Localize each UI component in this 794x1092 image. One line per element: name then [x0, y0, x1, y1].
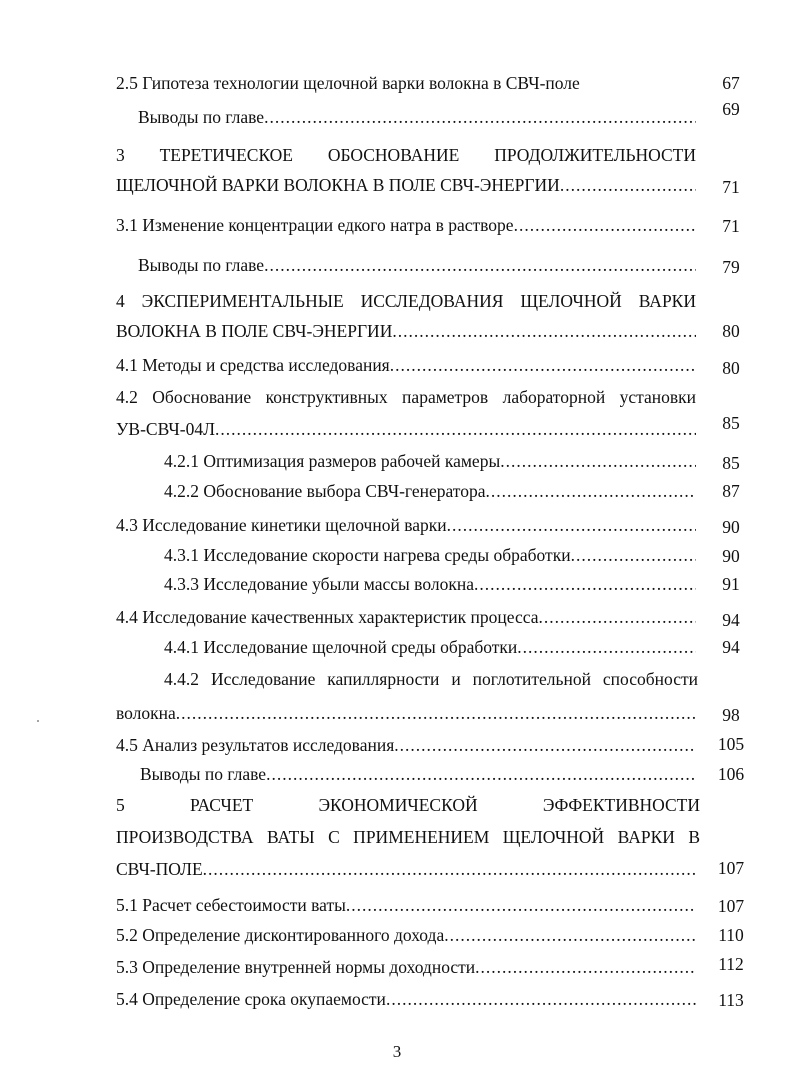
toc-entry-page: 107 [717, 858, 745, 878]
toc-entry-label: Выводы по главе [138, 255, 265, 275]
leader-dots [264, 252, 696, 278]
toc-chapter-3-heading-line2 [116, 172, 696, 198]
leader-dots [447, 512, 696, 538]
toc-entry-4-4-2-line1: 4.4.2 Исследование капиллярности и поглотительной способности [164, 669, 698, 689]
toc-entry-label: 3.1 Изменение концентрации едкого натра в растворе [116, 215, 514, 235]
toc-entry-page: 67 [722, 73, 740, 93]
toc-entry-3-1 [116, 212, 696, 238]
leader-dots [264, 104, 696, 130]
leader-dots [346, 892, 696, 918]
leader-dots [539, 604, 697, 630]
toc-entry-4-3-3 [164, 571, 696, 597]
toc-entry-label: 4.4.1 Исследование щелочной среды обработки [164, 637, 518, 657]
leader-dots [560, 172, 696, 198]
toc-entry-page: 71 [722, 177, 740, 197]
toc-entry-label: 5.3 Определение внутренней нормы доходности [116, 957, 476, 977]
toc-entry-5-2 [116, 922, 696, 948]
toc-entry-label: 4.3.3 Исследование убыли массы волокна [164, 574, 474, 594]
toc-entry-4-2-1 [164, 448, 696, 474]
toc-entry-page: 94 [722, 610, 740, 630]
toc-entry-4-1 [116, 352, 696, 378]
leader-dots [392, 318, 696, 344]
toc-entry-label: 4.2.2 Обоснование выбора СВЧ-генератора [164, 481, 486, 501]
toc-entry-conclusions-4 [140, 761, 696, 787]
toc-entry-page: 90 [722, 546, 740, 566]
leader-dots [390, 352, 696, 378]
toc-entry-5-4 [116, 986, 696, 1012]
toc-entry-page: 112 [718, 954, 744, 974]
toc-entry-page: 110 [718, 925, 744, 945]
toc-entry-page: 80 [722, 358, 740, 378]
toc-entry-label: волокна [116, 703, 176, 723]
toc-entry-page: 105 [717, 734, 745, 754]
toc-entry-label: Выводы по главе [140, 764, 267, 784]
toc-entry-page: 90 [722, 517, 740, 537]
toc-entry-conclusions-3 [138, 252, 696, 278]
toc-entry-label: 2.5 Гипотеза технологии щелочной варки волокна в СВЧ-поле [116, 73, 580, 93]
toc-entry-page: 91 [722, 574, 740, 594]
leader-dots [517, 634, 696, 660]
leader-dots [386, 986, 696, 1012]
toc-entry-page: 107 [717, 896, 745, 916]
toc-entry-4-5 [116, 732, 696, 758]
leader-dots [176, 700, 696, 726]
toc-entry-page: 94 [722, 637, 740, 657]
toc-entry-4-4-1 [164, 634, 696, 660]
toc-entry-label: 4.3 Исследование кинетики щелочной варки [116, 515, 447, 535]
toc-entry-label: 4.4 Исследование качественных характеристик процесса [116, 607, 539, 627]
toc-entry-4-2-line1: 4.2 Обоснование конструктивных параметров лабораторной установки [116, 387, 696, 407]
toc-entry-page: 80 [722, 321, 740, 341]
toc-entry-page: 85 [722, 453, 740, 473]
toc-entry-page: 85 [722, 413, 740, 433]
toc-entry-label: 5.2 Определение дисконтированного дохода [116, 925, 445, 945]
toc-entry-label: 4.3.1 Исследование скорости нагрева среды обработки [164, 545, 571, 565]
leader-dots [203, 856, 696, 882]
toc-entry-label: 5.1 Расчет себестоимости ваты [116, 895, 346, 915]
toc-chapter-5-heading-line1: 5 РАСЧЕТ ЭКОНОМИЧЕСКОЙ ЭФФЕКТИВНОСТИ [116, 795, 700, 815]
toc-entry-4-2-2 [164, 478, 696, 504]
leader-dots [266, 761, 696, 787]
toc-entry-label: СВЧ-ПОЛЕ [116, 859, 203, 879]
toc-entry-4-2-line2 [116, 416, 696, 442]
leader-dots [514, 212, 696, 238]
toc-entry-label: ВОЛОКНА В ПОЛЕ СВЧ-ЭНЕРГИИ [116, 321, 393, 341]
scan-speck [37, 720, 39, 722]
toc-entry-label: 4.5 Анализ результатов исследования [116, 735, 395, 755]
toc-chapter-4-heading-line1: 4 ЭКСПЕРИМЕНТАЛЬНЫЕ ИССЛЕДОВАНИЯ ЩЕЛОЧНОЙ ВАРКИ [116, 291, 696, 311]
leader-dots [474, 571, 696, 597]
toc-entry-page: 98 [722, 705, 740, 725]
toc-entry-4-3 [116, 512, 696, 538]
toc-chapter-5-heading-line2: ПРОИЗВОДСТВА ВАТЫ С ПРИМЕНЕНИЕМ ЩЕЛОЧНОЙ ВАРКИ В [116, 827, 700, 847]
toc-entry-label: 4.1 Методы и средства исследования [116, 355, 390, 375]
leader-dots [571, 542, 696, 568]
toc-entry-page: 87 [722, 481, 740, 501]
leader-dots [475, 954, 696, 980]
toc-entry-label: 5.4 Определение срока окупаемости [116, 989, 386, 1009]
leader-dots [215, 416, 696, 442]
toc-entry-page: 69 [722, 99, 740, 119]
toc-entry-label: Выводы по главе [138, 107, 265, 127]
toc-entry-conclusions-2 [138, 104, 696, 130]
toc-chapter-3-heading-line1: 3 ТЕРЕТИЧЕСКОЕ ОБОСНОВАНИЕ ПРОДОЛЖИТЕЛЬНОСТИ [116, 145, 696, 165]
toc-entry-5-1 [116, 892, 696, 918]
toc-entry-page: 106 [717, 764, 745, 784]
toc-entry-4-3-1 [164, 542, 696, 568]
toc-entry-label: 4.2.1 Оптимизация размеров рабочей камеры [164, 451, 501, 471]
toc-chapter-5-heading-line3 [116, 856, 696, 882]
toc-entry-4-4-2-line2 [116, 700, 696, 726]
toc-chapter-4-heading-line2 [116, 318, 696, 344]
toc-entry-2-5 [116, 70, 696, 96]
leader-dots [444, 922, 696, 948]
toc-entry-label: ЩЕЛОЧНОЙ ВАРКИ ВОЛОКНА В ПОЛЕ СВЧ-ЭНЕРГИИ [116, 175, 560, 195]
toc-entry-page: 79 [722, 257, 740, 277]
toc-entry-4-4 [116, 604, 696, 630]
page-number: 3 [392, 1042, 402, 1061]
leader-dots [394, 732, 696, 758]
toc-entry-page: 71 [722, 216, 740, 236]
toc-entry-5-3 [116, 954, 696, 980]
toc-entry-label: УВ-СВЧ-04Л [116, 419, 215, 439]
toc-entry-page: 113 [718, 990, 744, 1010]
leader-dots [500, 448, 696, 474]
leader-dots [486, 478, 697, 504]
